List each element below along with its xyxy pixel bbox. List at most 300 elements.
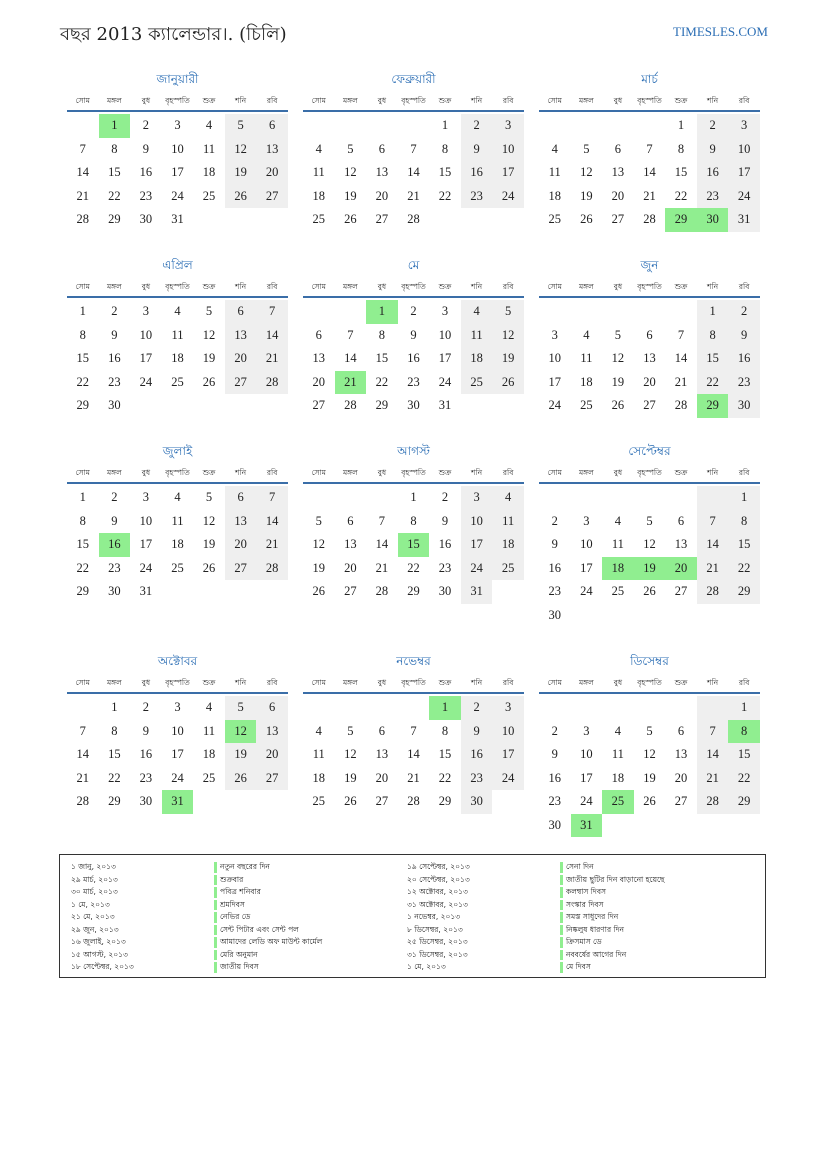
day-cell[interactable]: 13 — [643, 351, 656, 366]
day-cell[interactable]: 2 — [441, 490, 449, 505]
day-cell[interactable]: 22 — [697, 371, 729, 395]
day-cell[interactable]: 4 — [174, 304, 181, 319]
day-cell[interactable]: 10 — [171, 141, 184, 156]
site-link[interactable]: TIMESLES.COM — [673, 24, 768, 39]
day-cell[interactable]: 29 — [697, 394, 729, 418]
day-cell[interactable]: 19 — [202, 537, 216, 552]
day-cell[interactable]: 17 — [139, 537, 153, 552]
day-cell[interactable]: 20 — [344, 560, 357, 575]
day-cell[interactable]: 1 — [677, 118, 685, 133]
day-cell[interactable]: 15 — [398, 533, 430, 557]
day-cell[interactable]: 7 — [646, 141, 653, 156]
day-cell[interactable]: 14 — [697, 743, 729, 767]
day-cell[interactable]: 25 — [202, 188, 216, 203]
day-cell[interactable]: 12 — [643, 537, 656, 552]
day-cell[interactable]: 12 — [225, 138, 257, 162]
day-cell[interactable]: 12 — [643, 747, 656, 762]
day-cell[interactable]: 8 — [728, 720, 760, 744]
day-cell[interactable]: 2 — [551, 513, 558, 528]
day-cell[interactable]: 30 — [461, 790, 493, 814]
day-cell[interactable]: 4 — [492, 486, 524, 510]
day-cell[interactable]: 17 — [492, 743, 524, 767]
day-cell[interactable]: 22 — [76, 560, 90, 575]
day-cell[interactable]: 25 — [492, 557, 524, 581]
day-cell[interactable]: 7 — [697, 510, 729, 534]
day-cell[interactable]: 12 — [202, 513, 216, 528]
day-cell[interactable]: 29 — [76, 584, 90, 599]
day-cell[interactable]: 25 — [312, 212, 326, 227]
day-cell[interactable]: 25 — [202, 770, 216, 785]
day-cell[interactable]: 4 — [551, 141, 558, 156]
day-cell[interactable]: 10 — [728, 138, 760, 162]
day-cell[interactable]: 23 — [407, 374, 420, 389]
day-cell[interactable]: 22 — [108, 770, 121, 785]
day-cell[interactable]: 2 — [461, 696, 493, 720]
day-cell[interactable]: 4 — [205, 700, 213, 715]
day-cell[interactable]: 1 — [79, 304, 86, 319]
day-cell[interactable]: 26 — [202, 374, 216, 389]
day-cell[interactable]: 20 — [375, 188, 389, 203]
day-cell[interactable]: 26 — [202, 560, 216, 575]
day-cell[interactable]: 27 — [344, 584, 357, 599]
day-cell[interactable]: 11 — [548, 165, 561, 180]
day-cell[interactable]: 26 — [643, 794, 656, 809]
day-cell[interactable]: 10 — [461, 510, 493, 534]
day-cell[interactable]: 15 — [108, 165, 121, 180]
day-cell[interactable]: 10 — [438, 327, 452, 342]
day-cell[interactable]: 26 — [312, 584, 326, 599]
day-cell[interactable]: 5 — [646, 723, 653, 738]
day-cell[interactable]: 6 — [378, 723, 386, 738]
day-cell[interactable]: 19 — [225, 743, 257, 767]
day-cell[interactable]: 28 — [697, 790, 729, 814]
day-cell[interactable]: 14 — [344, 351, 357, 366]
day-cell[interactable]: 11 — [171, 327, 184, 342]
day-cell[interactable]: 17 — [728, 161, 760, 185]
day-cell[interactable]: 15 — [375, 351, 389, 366]
day-cell[interactable]: 9 — [461, 138, 493, 162]
day-cell[interactable]: 14 — [674, 351, 688, 366]
day-cell[interactable]: 15 — [728, 743, 760, 767]
day-cell[interactable]: 21 — [697, 767, 729, 791]
day-cell[interactable]: 24 — [139, 560, 153, 575]
day-cell[interactable]: 9 — [551, 537, 558, 552]
day-cell[interactable]: 23 — [108, 560, 121, 575]
day-cell[interactable]: 3 — [583, 723, 590, 738]
day-cell[interactable]: 25 — [602, 790, 634, 814]
day-cell[interactable]: 28 — [76, 794, 90, 809]
day-cell[interactable]: 10 — [492, 138, 524, 162]
day-cell[interactable]: 28 — [697, 580, 729, 604]
day-cell[interactable]: 2 — [111, 490, 118, 505]
day-cell[interactable]: 9 — [441, 513, 449, 528]
day-cell[interactable]: 27 — [375, 794, 389, 809]
day-cell[interactable]: 25 — [580, 398, 593, 413]
day-cell[interactable]: 20 — [674, 770, 688, 785]
day-cell[interactable]: 13 — [225, 324, 257, 348]
day-cell[interactable]: 23 — [461, 767, 493, 791]
day-cell[interactable]: 14 — [643, 165, 656, 180]
day-cell[interactable]: 24 — [171, 770, 184, 785]
day-cell[interactable]: 31 — [461, 580, 493, 604]
day-cell[interactable]: 11 — [171, 513, 184, 528]
day-cell[interactable]: 6 — [225, 486, 257, 510]
day-cell[interactable]: 29 — [375, 398, 389, 413]
day-cell[interactable]: 26 — [344, 212, 357, 227]
day-cell[interactable]: 3 — [492, 696, 524, 720]
day-cell[interactable]: 26 — [611, 398, 625, 413]
day-cell[interactable]: 14 — [375, 537, 389, 552]
day-cell[interactable]: 31 — [139, 584, 153, 599]
day-cell[interactable]: 23 — [728, 371, 760, 395]
day-cell[interactable]: 5 — [315, 513, 322, 528]
day-cell[interactable]: 27 — [256, 185, 288, 209]
day-cell[interactable]: 24 — [548, 398, 562, 413]
day-cell[interactable]: 1 — [79, 490, 86, 505]
day-cell[interactable]: 14 — [697, 533, 729, 557]
day-cell[interactable]: 2 — [728, 300, 760, 324]
day-cell[interactable]: 16 — [728, 347, 760, 371]
day-cell[interactable]: 9 — [697, 138, 729, 162]
day-cell[interactable]: 24 — [580, 794, 593, 809]
day-cell[interactable]: 19 — [492, 347, 524, 371]
day-cell[interactable]: 7 — [256, 486, 288, 510]
day-cell[interactable]: 22 — [674, 188, 688, 203]
day-cell[interactable]: 31 — [162, 790, 194, 814]
day-cell[interactable]: 6 — [614, 141, 622, 156]
day-cell[interactable]: 16 — [548, 560, 562, 575]
day-cell[interactable]: 3 — [441, 304, 449, 319]
day-cell[interactable]: 5 — [614, 327, 622, 342]
day-cell[interactable]: 22 — [728, 767, 760, 791]
day-cell[interactable]: 29 — [438, 794, 452, 809]
day-cell[interactable]: 6 — [677, 513, 685, 528]
day-cell[interactable]: 29 — [108, 212, 121, 227]
day-cell[interactable]: 31 — [438, 398, 452, 413]
day-cell[interactable]: 21 — [335, 371, 367, 395]
day-cell[interactable]: 24 — [492, 767, 524, 791]
day-cell[interactable]: 17 — [580, 560, 593, 575]
day-cell[interactable]: 4 — [205, 118, 213, 133]
day-cell[interactable]: 23 — [438, 560, 452, 575]
day-cell[interactable]: 26 — [643, 584, 656, 599]
day-cell[interactable]: 20 — [643, 374, 656, 389]
day-cell[interactable]: 2 — [551, 723, 558, 738]
day-cell[interactable]: 18 — [461, 347, 493, 371]
day-cell[interactable]: 10 — [139, 513, 153, 528]
day-cell[interactable]: 21 — [76, 770, 90, 785]
day-cell[interactable]: 5 — [583, 141, 590, 156]
day-cell[interactable]: 26 — [225, 185, 257, 209]
day-cell[interactable]: 9 — [461, 720, 493, 744]
day-cell[interactable]: 31 — [728, 208, 760, 232]
day-cell[interactable]: 26 — [344, 794, 357, 809]
day-cell[interactable]: 3 — [492, 114, 524, 138]
day-cell[interactable]: 6 — [256, 696, 288, 720]
day-cell[interactable]: 1 — [111, 700, 118, 715]
day-cell[interactable]: 19 — [202, 351, 216, 366]
day-cell[interactable]: 10 — [580, 747, 593, 762]
day-cell[interactable]: 11 — [611, 747, 624, 762]
day-cell[interactable]: 6 — [225, 300, 257, 324]
day-cell[interactable]: 26 — [492, 371, 524, 395]
day-cell[interactable]: 23 — [461, 185, 493, 209]
day-cell[interactable]: 15 — [438, 165, 452, 180]
day-cell[interactable]: 22 — [108, 188, 121, 203]
day-cell[interactable]: 17 — [461, 533, 493, 557]
day-cell[interactable]: 10 — [548, 351, 562, 366]
day-cell[interactable]: 7 — [410, 723, 417, 738]
day-cell[interactable]: 19 — [611, 374, 625, 389]
day-cell[interactable]: 8 — [441, 723, 449, 738]
day-cell[interactable]: 21 — [674, 374, 688, 389]
day-cell[interactable]: 15 — [697, 347, 729, 371]
day-cell[interactable]: 2 — [111, 304, 118, 319]
day-cell[interactable]: 2 — [461, 114, 493, 138]
day-cell[interactable]: 5 — [205, 304, 213, 319]
day-cell[interactable]: 6 — [677, 723, 685, 738]
day-cell[interactable]: 18 — [580, 374, 593, 389]
day-cell[interactable]: 30 — [108, 398, 121, 413]
day-cell[interactable]: 17 — [492, 161, 524, 185]
day-cell[interactable]: 9 — [410, 327, 417, 342]
day-cell[interactable]: 3 — [174, 118, 181, 133]
day-cell[interactable]: 24 — [171, 188, 184, 203]
day-cell[interactable]: 1 — [728, 486, 760, 510]
day-cell[interactable]: 18 — [202, 747, 216, 762]
day-cell[interactable]: 17 — [171, 747, 184, 762]
day-cell[interactable]: 20 — [256, 743, 288, 767]
day-cell[interactable]: 6 — [378, 141, 386, 156]
day-cell[interactable]: 1 — [410, 490, 417, 505]
day-cell[interactable]: 10 — [171, 723, 184, 738]
day-cell[interactable]: 8 — [410, 513, 417, 528]
day-cell[interactable]: 14 — [407, 747, 420, 762]
day-cell[interactable]: 23 — [548, 794, 562, 809]
day-cell[interactable]: 5 — [347, 141, 354, 156]
day-cell[interactable]: 29 — [728, 580, 760, 604]
day-cell[interactable]: 21 — [76, 188, 90, 203]
day-cell[interactable]: 16 — [548, 770, 562, 785]
day-cell[interactable]: 15 — [108, 747, 121, 762]
day-cell[interactable]: 4 — [315, 723, 322, 738]
day-cell[interactable]: 21 — [697, 557, 729, 581]
day-cell[interactable]: 23 — [139, 770, 153, 785]
day-cell[interactable]: 5 — [225, 696, 257, 720]
day-cell[interactable]: 8 — [378, 327, 386, 342]
day-cell[interactable]: 10 — [580, 537, 593, 552]
day-cell[interactable]: 13 — [256, 720, 288, 744]
day-cell[interactable]: 7 — [378, 513, 386, 528]
day-cell[interactable]: 1 — [697, 300, 729, 324]
day-cell[interactable]: 17 — [139, 351, 153, 366]
day-cell[interactable]: 31 — [571, 814, 603, 838]
day-cell[interactable]: 28 — [76, 212, 90, 227]
day-cell[interactable]: 7 — [79, 723, 86, 738]
day-cell[interactable]: 24 — [728, 185, 760, 209]
day-cell[interactable]: 11 — [461, 324, 493, 348]
day-cell[interactable]: 11 — [611, 537, 624, 552]
day-cell[interactable]: 6 — [646, 327, 653, 342]
day-cell[interactable]: 9 — [111, 327, 118, 342]
day-cell[interactable]: 8 — [677, 141, 685, 156]
day-cell[interactable]: 18 — [602, 557, 634, 581]
day-cell[interactable]: 24 — [139, 374, 153, 389]
day-cell[interactable]: 27 — [312, 398, 326, 413]
day-cell[interactable]: 23 — [697, 185, 729, 209]
day-cell[interactable]: 9 — [142, 723, 150, 738]
day-cell[interactable]: 15 — [438, 747, 452, 762]
day-cell[interactable]: 20 — [312, 374, 326, 389]
day-cell[interactable]: 11 — [203, 723, 216, 738]
day-cell[interactable]: 5 — [492, 300, 524, 324]
day-cell[interactable]: 21 — [256, 533, 288, 557]
day-cell[interactable]: 16 — [99, 533, 131, 557]
day-cell[interactable]: 18 — [611, 770, 625, 785]
day-cell[interactable]: 28 — [344, 398, 357, 413]
day-cell[interactable]: 20 — [375, 770, 389, 785]
day-cell[interactable]: 12 — [611, 351, 625, 366]
day-cell[interactable]: 13 — [611, 165, 625, 180]
day-cell[interactable]: 19 — [634, 557, 666, 581]
day-cell[interactable]: 27 — [375, 212, 389, 227]
day-cell[interactable]: 12 — [225, 720, 257, 744]
day-cell[interactable]: 5 — [347, 723, 354, 738]
day-cell[interactable]: 17 — [171, 165, 184, 180]
day-cell[interactable]: 8 — [79, 513, 86, 528]
day-cell[interactable]: 14 — [256, 324, 288, 348]
day-cell[interactable]: 19 — [580, 188, 593, 203]
day-cell[interactable]: 25 — [548, 212, 562, 227]
day-cell[interactable]: 7 — [347, 327, 354, 342]
day-cell[interactable]: 2 — [142, 700, 150, 715]
day-cell[interactable]: 18 — [312, 188, 326, 203]
day-cell[interactable]: 16 — [139, 747, 153, 762]
day-cell[interactable]: 23 — [548, 584, 562, 599]
day-cell[interactable]: 16 — [461, 743, 493, 767]
day-cell[interactable]: 20 — [256, 161, 288, 185]
day-cell[interactable]: 10 — [139, 327, 153, 342]
day-cell[interactable]: 28 — [407, 794, 420, 809]
day-cell[interactable]: 8 — [728, 510, 760, 534]
day-cell[interactable]: 15 — [76, 537, 90, 552]
day-cell[interactable]: 27 — [611, 212, 625, 227]
day-cell[interactable]: 16 — [438, 537, 452, 552]
day-cell[interactable]: 26 — [225, 767, 257, 791]
day-cell[interactable]: 26 — [580, 212, 593, 227]
day-cell[interactable]: 29 — [76, 398, 90, 413]
day-cell[interactable]: 25 — [611, 584, 625, 599]
day-cell[interactable]: 2 — [142, 118, 150, 133]
day-cell[interactable]: 25 — [171, 374, 184, 389]
day-cell[interactable]: 12 — [344, 165, 357, 180]
day-cell[interactable]: 19 — [344, 770, 357, 785]
day-cell[interactable]: 18 — [548, 188, 562, 203]
day-cell[interactable]: 28 — [407, 212, 420, 227]
day-cell[interactable]: 2 — [410, 304, 417, 319]
day-cell[interactable]: 22 — [76, 374, 90, 389]
day-cell[interactable]: 30 — [728, 394, 760, 418]
day-cell[interactable]: 30 — [139, 794, 153, 809]
day-cell[interactable]: 14 — [76, 747, 90, 762]
day-cell[interactable]: 27 — [643, 398, 656, 413]
day-cell[interactable]: 7 — [79, 141, 86, 156]
day-cell[interactable]: 30 — [108, 584, 121, 599]
day-cell[interactable]: 11 — [312, 747, 325, 762]
day-cell[interactable]: 21 — [256, 347, 288, 371]
day-cell[interactable]: 18 — [492, 533, 524, 557]
day-cell[interactable]: 27 — [225, 371, 257, 395]
day-cell[interactable]: 12 — [580, 165, 593, 180]
day-cell[interactable]: 3 — [142, 304, 150, 319]
day-cell[interactable]: 19 — [312, 560, 326, 575]
day-cell[interactable]: 20 — [225, 533, 257, 557]
day-cell[interactable]: 1 — [366, 300, 398, 324]
day-cell[interactable]: 4 — [614, 723, 622, 738]
day-cell[interactable]: 21 — [407, 770, 420, 785]
day-cell[interactable]: 13 — [375, 165, 389, 180]
day-cell[interactable]: 28 — [256, 371, 288, 395]
day-cell[interactable]: 12 — [344, 747, 357, 762]
day-cell[interactable]: 27 — [256, 767, 288, 791]
day-cell[interactable]: 6 — [256, 114, 288, 138]
day-cell[interactable]: 2 — [697, 114, 729, 138]
day-cell[interactable]: 6 — [347, 513, 354, 528]
day-cell[interactable]: 11 — [203, 141, 216, 156]
day-cell[interactable]: 8 — [697, 324, 729, 348]
day-cell[interactable]: 20 — [225, 347, 257, 371]
day-cell[interactable]: 14 — [407, 165, 420, 180]
day-cell[interactable]: 12 — [492, 324, 524, 348]
day-cell[interactable]: 13 — [312, 351, 326, 366]
day-cell[interactable]: 16 — [461, 161, 493, 185]
day-cell[interactable]: 22 — [407, 560, 420, 575]
day-cell[interactable]: 23 — [108, 374, 121, 389]
day-cell[interactable]: 13 — [674, 537, 688, 552]
day-cell[interactable]: 1 — [99, 114, 131, 138]
day-cell[interactable]: 3 — [461, 486, 493, 510]
day-cell[interactable]: 25 — [171, 560, 184, 575]
day-cell[interactable]: 9 — [111, 513, 118, 528]
day-cell[interactable]: 3 — [174, 700, 181, 715]
day-cell[interactable]: 28 — [643, 212, 656, 227]
day-cell[interactable]: 21 — [375, 560, 389, 575]
day-cell[interactable]: 8 — [111, 723, 118, 738]
day-cell[interactable]: 8 — [441, 141, 449, 156]
day-cell[interactable]: 14 — [76, 165, 90, 180]
day-cell[interactable]: 29 — [407, 584, 420, 599]
day-cell[interactable]: 25 — [461, 371, 493, 395]
day-cell[interactable]: 24 — [492, 185, 524, 209]
day-cell[interactable]: 16 — [697, 161, 729, 185]
day-cell[interactable]: 18 — [202, 165, 216, 180]
day-cell[interactable]: 4 — [315, 141, 322, 156]
day-cell[interactable]: 4 — [614, 513, 622, 528]
day-cell[interactable]: 1 — [429, 696, 461, 720]
day-cell[interactable]: 17 — [438, 351, 452, 366]
day-cell[interactable]: 30 — [697, 208, 729, 232]
day-cell[interactable]: 24 — [438, 374, 452, 389]
day-cell[interactable]: 24 — [580, 584, 593, 599]
day-cell[interactable]: 29 — [108, 794, 121, 809]
day-cell[interactable]: 19 — [225, 161, 257, 185]
day-cell[interactable]: 9 — [551, 747, 558, 762]
day-cell[interactable]: 11 — [492, 510, 524, 534]
day-cell[interactable]: 22 — [375, 374, 389, 389]
day-cell[interactable]: 27 — [674, 584, 688, 599]
day-cell[interactable]: 3 — [551, 327, 558, 342]
day-cell[interactable]: 30 — [548, 817, 562, 832]
